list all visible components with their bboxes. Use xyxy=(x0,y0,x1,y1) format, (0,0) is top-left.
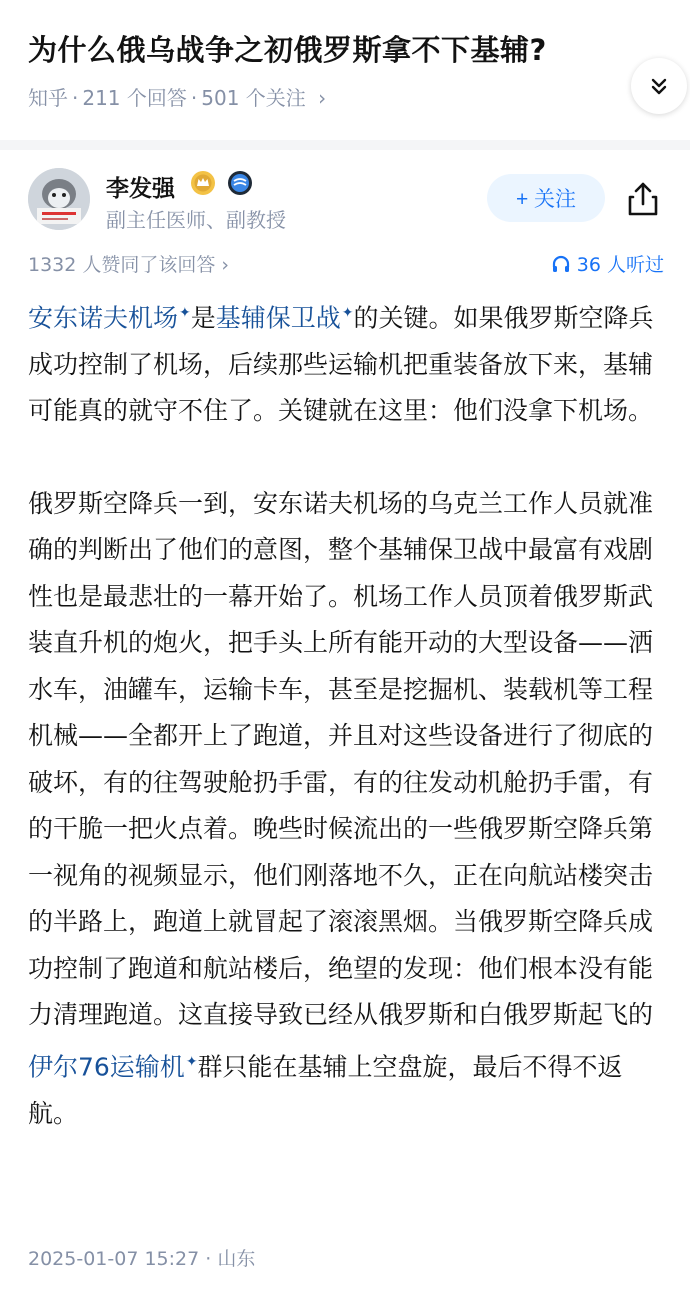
post-location: 山东 xyxy=(217,1248,256,1270)
answer-content xyxy=(28,290,664,1137)
question-header xyxy=(0,0,690,140)
author-title: 副主任医师、副教授 xyxy=(106,208,286,232)
link-il76[interactable]: 伊尔76运输机 xyxy=(28,1052,185,1082)
text-run: 群只能在基辅上空盘旋，最后不得不返航。 xyxy=(28,1052,623,1128)
listen-count: 36 人听过 xyxy=(576,254,664,276)
author-name[interactable]: 李发强 xyxy=(106,176,175,202)
listen-button[interactable] xyxy=(551,250,664,277)
answer-stats xyxy=(28,250,664,280)
double-chevron-down-icon xyxy=(648,75,670,97)
answer-footer: 2025-01-07 15:27 · 山东 xyxy=(28,1248,256,1270)
text-run: 是 xyxy=(190,303,216,333)
paragraph xyxy=(28,481,664,1137)
spark-icon: ✦ xyxy=(185,1053,198,1070)
link-antonov-airport[interactable]: 安东诺夫机场 xyxy=(28,303,179,333)
post-date: 2025-01-07 15:27 xyxy=(28,1248,200,1270)
follow-button[interactable]: + 关注 xyxy=(487,174,605,222)
share-icon xyxy=(624,180,662,218)
avatar[interactable] xyxy=(28,168,90,230)
question-title[interactable]: 为什么俄乌战争之初俄罗斯拿不下基辅? xyxy=(28,33,547,67)
share-button[interactable] xyxy=(624,180,662,218)
headphones-icon xyxy=(551,254,571,274)
agree-count[interactable]: 1332 人赞同了该回答 › xyxy=(28,254,230,276)
chevron-right-icon: › xyxy=(318,86,327,110)
follower-count: 501 个关注 xyxy=(201,86,306,110)
source-label: 知乎 xyxy=(28,86,68,110)
link-kyiv-defense[interactable]: 基辅保卫战 xyxy=(215,303,341,333)
spark-icon: ✦ xyxy=(341,305,354,321)
spark-icon: ✦ xyxy=(179,305,191,321)
author-row xyxy=(0,150,690,250)
answer-count: 211 个回答 xyxy=(82,86,187,110)
paragraph xyxy=(28,290,664,435)
text-run: 的关键。如果俄罗斯空降兵成功控制了机场，后续那些运输机把重装备放下来，基辅可能真的就守不住了。关键就在这里：他们没拿下机场。 xyxy=(28,303,654,426)
gold-badge-icon xyxy=(190,170,216,196)
verified-badge-icon xyxy=(227,170,253,196)
question-meta[interactable]: 知乎 · 211 个回答 · 501 个关注 › xyxy=(28,86,327,110)
section-divider xyxy=(0,140,690,150)
text-run: 俄罗斯空降兵一到，安东诺夫机场的乌克兰工作人员就准确的判断出了他们的意图，整个基辅保卫战中最富有戏剧性也是最悲壮的一幕开始了。机场工作人员顶着俄罗斯武装直升机的炮火，把手头上所有能开动的大型设备——洒水车，油罐车，运输卡车，甚至是挖掘机、装载机等工程机械——全都开上了跑道，并且对这些设备进行了彻底的破坏，有的往驾驶舱扔手雷，有的往发动机舱扔手雷，有的干脆一把火点着。晚些时候流出的一些俄罗斯空降兵第一视角的视频显示，他们刚落地不久，正在向航站楼突击的半路上，跑道上就冒起了滚滚黑烟。当俄罗斯空降兵成功控制了跑道和航站楼后，绝望的发现：他们根本没有能力清理跑道。这直接导致已经从俄罗斯和白俄罗斯起飞的 xyxy=(28,488,654,1030)
collapse-button[interactable] xyxy=(631,58,687,114)
